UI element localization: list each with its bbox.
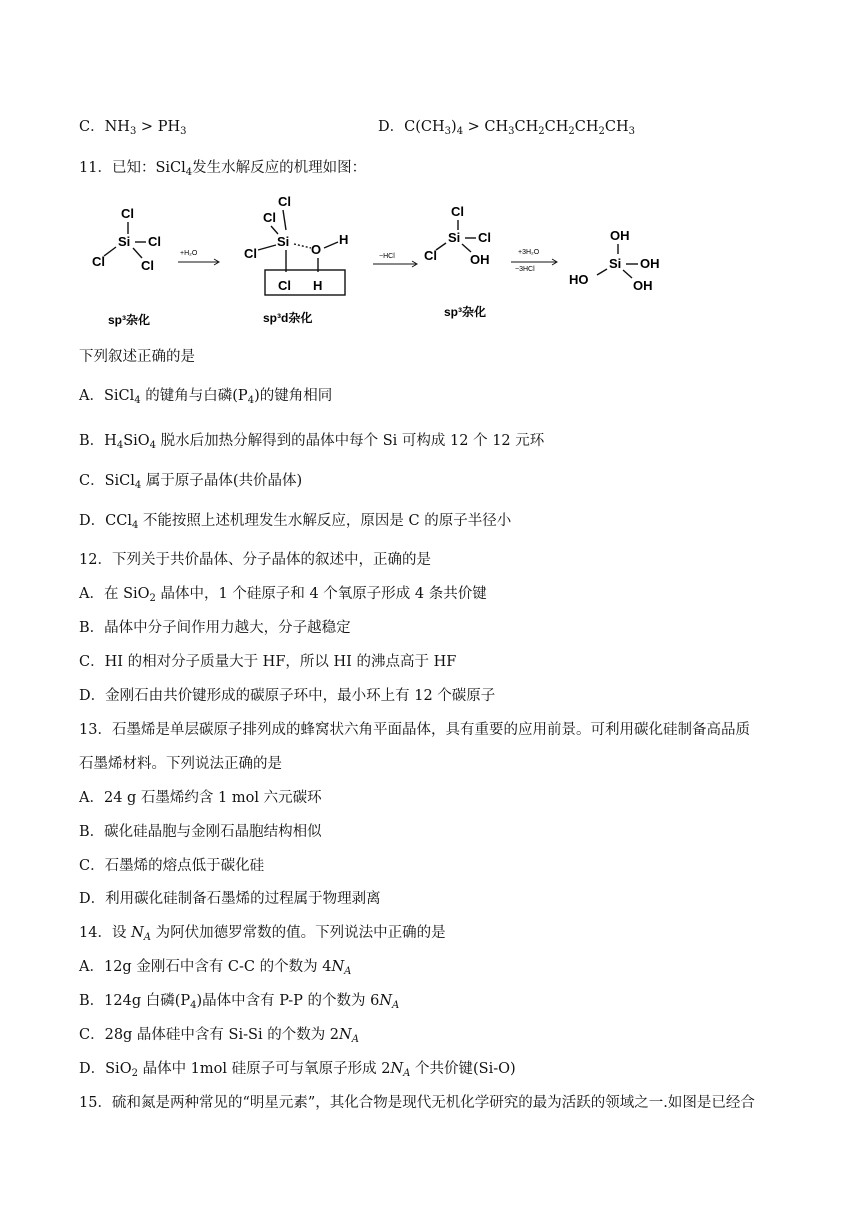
- svg-text:OH: OH: [610, 228, 630, 243]
- q11-option-c: C．SiCl$_4$ 属于原子晶体(共价晶体): [79, 473, 303, 491]
- q13-option-b: B．碳化硅晶胞与金刚石晶胞结构相似: [79, 824, 322, 840]
- svg-text:Si: Si: [277, 234, 290, 249]
- svg-text:OH: OH: [640, 256, 660, 271]
- svg-text:Si: Si: [609, 256, 622, 271]
- hydrolysis-mechanism-diagram: [78, 190, 678, 335]
- svg-text:O: O: [311, 242, 322, 257]
- svg-text:Si: Si: [118, 234, 131, 249]
- q11-option-a: A．SiCl$_4$ 的键角与白磷$(P_4)$的键角相同: [79, 388, 333, 406]
- svg-text:Cl: Cl: [263, 210, 276, 225]
- svg-text:Cl: Cl: [278, 278, 291, 293]
- sicl4-molecule: [92, 206, 161, 327]
- svg-text:OH: OH: [470, 252, 490, 267]
- sp3d-intermediate: [244, 194, 348, 325]
- q10-option-c: C．$NH_3 > PH_3$: [79, 119, 187, 137]
- arrow-add-3water: [511, 249, 557, 273]
- svg-text:Cl: Cl: [121, 206, 134, 221]
- q13-option-c: C．石墨烯的熔点低于碳化硅: [79, 858, 265, 874]
- q11-option-b: B．$H_4SiO_4$ 脱水后加热分解得到的晶体中每个 Si 可构成 12 个 12 元环: [79, 433, 545, 451]
- svg-text:HO: HO: [569, 272, 589, 287]
- svg-text:H: H: [339, 232, 349, 247]
- svg-text:Cl: Cl: [478, 230, 491, 245]
- q10-option-d: D．$C(CH_3)_4 > CH_3CH_2CH_2CH_2CH_3$: [378, 119, 636, 137]
- label-sp3-1: sp³杂化: [108, 313, 151, 327]
- q12-option-c: C．HI 的相对分子质量大于 HF，所以 HI 的沸点高于 HF: [79, 654, 457, 670]
- q11-option-d: D．CCl$_4$ 不能按照上述机理发生水解反应，原因是 C 的原子半径小: [79, 513, 512, 531]
- q14-stem: 14．设 $N_A$ 为阿伏加德罗常数的值。下列说法中正确的是: [79, 925, 446, 943]
- svg-text:Cl: Cl: [451, 204, 464, 219]
- q13-stem-line1: 13．石墨烯是单层碳原子排列成的蜂窝状六角平面晶体，具有重要的应用前景。可利用碳化硅制备高品质: [79, 722, 750, 738]
- q14-option-b: B．124g 白磷$(P_4)$晶体中含有 P-P 的个数为 $6N_A$: [79, 993, 400, 1011]
- svg-text:Cl: Cl: [278, 194, 291, 209]
- svg-text:+3H₂O: +3H₂O: [518, 249, 540, 256]
- silicic-acid-molecule: [569, 228, 660, 293]
- svg-text:+H₂O: +H₂O: [180, 250, 198, 257]
- q12-option-a: A．在 SiO$_2$ 晶体中，1 个硅原子和 4 个氧原子形成 4 条共价键: [79, 586, 487, 604]
- q14-option-a: A．12g 金刚石中含有 C-C 的个数为 $4N_A$: [79, 959, 352, 977]
- label-sp3-2: sp³杂化: [444, 305, 487, 319]
- svg-text:OH: OH: [633, 278, 653, 293]
- svg-text:Si: Si: [448, 230, 461, 245]
- q15-stem: 15．硫和氮是两种常见的“明星元素”，其化合物是现代无机化学研究的最为活跃的领域之一.如图是已经合: [79, 1095, 755, 1111]
- arrow-remove-hcl: [373, 253, 417, 267]
- q11-question: 下列叙述正确的是: [79, 349, 195, 365]
- q12-option-d: D．金刚石由共价键形成的碳原子环中，最小环上有 12 个碳原子: [79, 688, 496, 704]
- q13-stem-line2: 石墨烯材料。下列说法正确的是: [79, 756, 282, 772]
- svg-text:Cl: Cl: [92, 254, 105, 269]
- svg-text:Cl: Cl: [148, 234, 161, 249]
- svg-text:H: H: [313, 278, 323, 293]
- svg-text:Cl: Cl: [244, 246, 257, 261]
- q14-option-d: D．SiO$_2$ 晶体中 1mol 硅原子可与氧原子形成 $2N_A$ 个共价键(Si-O): [79, 1061, 516, 1079]
- svg-text:Cl: Cl: [424, 248, 437, 263]
- svg-text:Cl: Cl: [141, 258, 154, 273]
- svg-text:−HCl: −HCl: [379, 253, 395, 260]
- arrow-add-water: [178, 250, 219, 265]
- q13-option-a: A．24 g 石墨烯约含 1 mol 六元碳环: [79, 790, 322, 806]
- q12-stem: 12．下列关于共价晶体、分子晶体的叙述中，正确的是: [79, 552, 431, 568]
- q14-option-c: C．28g 晶体硅中含有 Si-Si 的个数为 $2N_A$: [79, 1027, 359, 1045]
- sicl3oh-molecule: [424, 204, 491, 319]
- q11-stem: 11．已知：SiCl$_4$发生水解反应的机理如图：: [79, 160, 367, 178]
- svg-text:−3HCl: −3HCl: [515, 266, 535, 273]
- q12-option-b: B．晶体中分子间作用力越大，分子越稳定: [79, 620, 351, 636]
- q13-option-d: D．利用碳化硅制备石墨烯的过程属于物理剥离: [79, 891, 381, 907]
- label-sp3d: sp³d杂化: [263, 311, 313, 325]
